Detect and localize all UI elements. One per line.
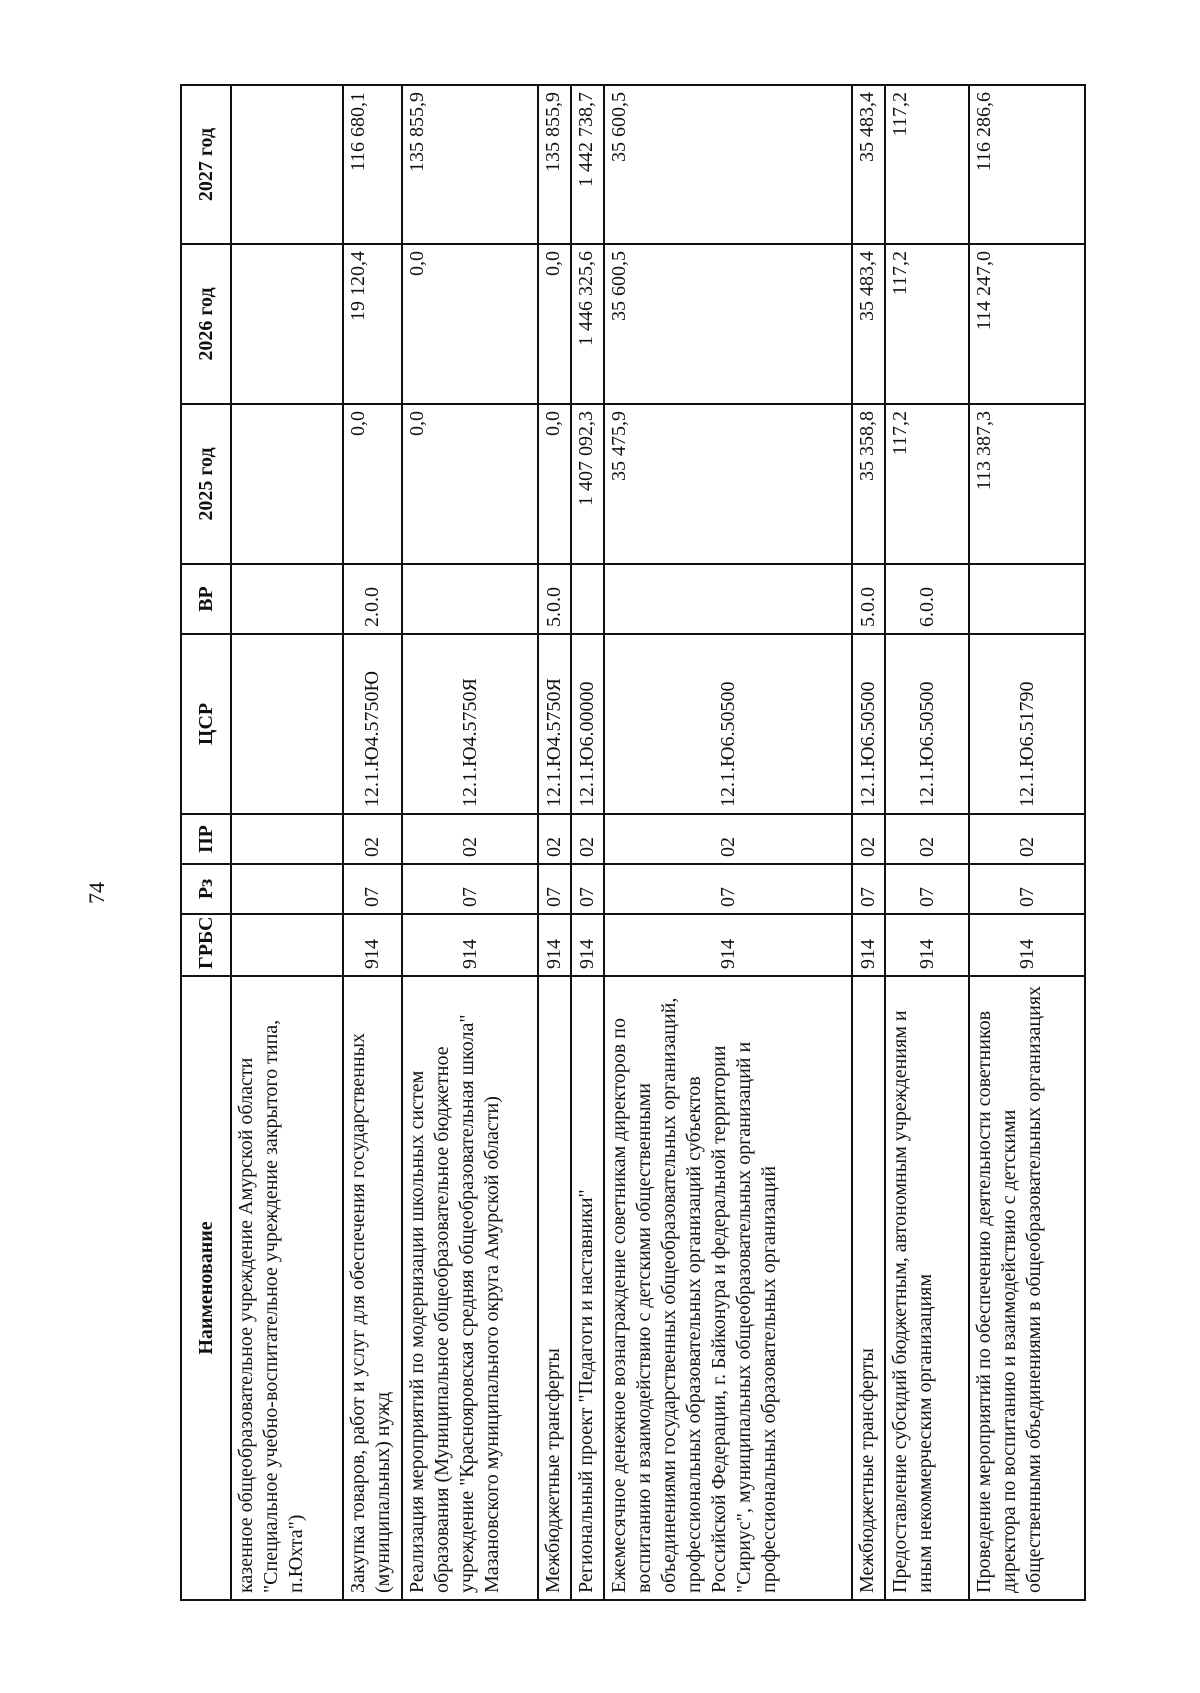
row-2025: 0,0 — [538, 404, 571, 564]
row-pr: 02 — [343, 814, 402, 864]
row-2026: 114 247,0 — [969, 244, 1085, 404]
row-2027: 117,2 — [885, 85, 969, 244]
row-vr — [402, 564, 539, 634]
row-2026: 0,0 — [402, 244, 539, 404]
table-row — [231, 85, 343, 1600]
table-row — [343, 85, 402, 1600]
row-2025: 0,0 — [402, 404, 539, 564]
table-row — [571, 85, 604, 1600]
row-csr: 12.1.Ю6.50500 — [604, 634, 853, 814]
row-pr: 02 — [604, 814, 853, 864]
header-pr: ПР — [181, 814, 231, 864]
row-grbs: 914 — [538, 914, 571, 976]
header-vr: ВР — [181, 564, 231, 634]
table-row — [969, 85, 1085, 1600]
row-grbs: 914 — [402, 914, 539, 976]
row-vr: 5.0.0 — [852, 564, 885, 634]
row-grbs: 914 — [604, 914, 853, 976]
row-csr: 12.1.Ю6.00000 — [571, 634, 604, 814]
row-csr: 12.1.Ю6.51790 — [969, 634, 1085, 814]
row-name: Закупка товаров, работ и услуг для обеспечения государственных (муниципальных) нужд — [343, 976, 402, 1600]
row-pr: 02 — [538, 814, 571, 864]
row-pr: 02 — [885, 814, 969, 864]
row-2027: 135 855,9 — [538, 85, 571, 244]
row-2027: 116 680,1 — [343, 85, 402, 244]
header-2026: 2026 год — [181, 244, 231, 404]
table-row — [604, 85, 853, 1600]
row-2027: 35 600,5 — [604, 85, 853, 244]
row-rz: 07 — [969, 864, 1085, 914]
row-name: Предоставление субсидий бюджетным, автономным учреждениям и иным некоммерческим организациям — [885, 976, 969, 1600]
row-2026: 117,2 — [885, 244, 969, 404]
row-grbs: 914 — [969, 914, 1085, 976]
row-csr — [231, 634, 343, 814]
row-vr: 6.0.0 — [885, 564, 969, 634]
row-2027: 116 286,6 — [969, 85, 1085, 244]
row-vr: 5.0.0 — [538, 564, 571, 634]
row-2025: 0,0 — [343, 404, 402, 564]
budget-table — [180, 84, 1086, 1601]
table-header-row — [181, 85, 231, 1600]
row-rz: 07 — [402, 864, 539, 914]
row-name: казенное общеобразовательное учреждение Амурской области "Специальное учебно-воспитательное учреждение закрытого типа, п.Юхта") — [231, 976, 343, 1600]
row-csr: 12.1.Ю6.50500 — [852, 634, 885, 814]
row-vr — [231, 564, 343, 634]
row-grbs — [231, 914, 343, 976]
header-name: Наименование — [181, 976, 231, 1600]
page-number: 74 — [84, 882, 109, 904]
row-csr: 12.1.Ю4.5750Ю — [343, 634, 402, 814]
row-2026: 35 483,4 — [852, 244, 885, 404]
row-2025: 35 475,9 — [604, 404, 853, 564]
header-2025: 2025 год — [181, 404, 231, 564]
row-2025 — [231, 404, 343, 564]
row-rz: 07 — [852, 864, 885, 914]
row-2025: 113 387,3 — [969, 404, 1085, 564]
row-pr — [231, 814, 343, 864]
row-2026 — [231, 244, 343, 404]
row-csr: 12.1.Ю4.5750Я — [538, 634, 571, 814]
header-grbs: ГРБС — [181, 914, 231, 976]
row-2026: 19 120,4 — [343, 244, 402, 404]
row-2025: 1 407 092,3 — [571, 404, 604, 564]
table-row — [402, 85, 539, 1600]
row-2025: 35 358,8 — [852, 404, 885, 564]
row-pr: 02 — [571, 814, 604, 864]
header-2027: 2027 год — [181, 85, 231, 244]
row-grbs: 914 — [571, 914, 604, 976]
row-2027: 1 442 738,7 — [571, 85, 604, 244]
row-vr — [604, 564, 853, 634]
row-name: Реализация мероприятий по модернизации школьных систем образования (Муниципальное общеобразовательное бюджетное учреждение "Краснояровская средняя общеобразовательная школа" Мазановского муниципального округа Амурской области) — [402, 976, 539, 1600]
row-2025: 117,2 — [885, 404, 969, 564]
table-row — [885, 85, 969, 1600]
row-rz: 07 — [885, 864, 969, 914]
row-grbs: 914 — [852, 914, 885, 976]
row-2026: 0,0 — [538, 244, 571, 404]
header-csr: ЦСР — [181, 634, 231, 814]
row-2026: 1 446 325,6 — [571, 244, 604, 404]
row-name: Межбюджетные трансферты — [538, 976, 571, 1600]
row-2027: 135 855,9 — [402, 85, 539, 244]
row-grbs: 914 — [885, 914, 969, 976]
row-csr: 12.1.Ю4.5750Я — [402, 634, 539, 814]
row-name: Региональный проект "Педагоги и наставники" — [571, 976, 604, 1600]
row-rz: 07 — [343, 864, 402, 914]
row-grbs: 914 — [343, 914, 402, 976]
row-name: Ежемесячное денежное вознаграждение советникам директоров по воспитанию и взаимодействию с детскими общественными объединениями государственных общеобразовательных организаций, профессиональных образовательных организаций субъектов Российской Федерации, г. Байконура и федеральной территории "Сириус", муниципальных общеобразовательных организаций и профессиональных образовательных организаций — [604, 976, 853, 1600]
row-csr: 12.1.Ю6.50500 — [885, 634, 969, 814]
row-vr — [969, 564, 1085, 634]
row-rz: 07 — [604, 864, 853, 914]
row-pr: 02 — [969, 814, 1085, 864]
row-vr — [571, 564, 604, 634]
row-rz: 07 — [571, 864, 604, 914]
row-2027 — [231, 85, 343, 244]
row-2026: 35 600,5 — [604, 244, 853, 404]
budget-table-rotated — [180, 86, 1086, 1601]
row-rz — [231, 864, 343, 914]
header-rz: Рз — [181, 864, 231, 914]
row-name: Проведение мероприятий по обеспечению деятельности советников директора по воспитанию и взаимодействию с детскими общественными объединениями в общеобразовательных организациях — [969, 976, 1085, 1600]
row-vr: 2.0.0 — [343, 564, 402, 634]
row-name: Межбюджетные трансферты — [852, 976, 885, 1600]
row-pr: 02 — [852, 814, 885, 864]
row-pr: 02 — [402, 814, 539, 864]
row-2027: 35 483,4 — [852, 85, 885, 244]
table-row — [852, 85, 885, 1600]
row-rz: 07 — [538, 864, 571, 914]
table-row — [538, 85, 571, 1600]
